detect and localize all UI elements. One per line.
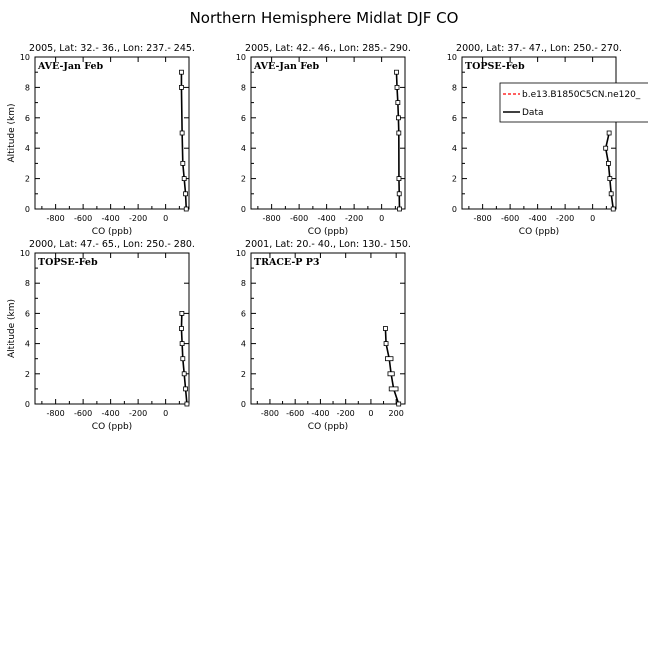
- y-tick-label: 2: [240, 369, 246, 379]
- data-error-box: [180, 131, 184, 135]
- panel-5: [236, 239, 411, 432]
- data-error-box: [184, 192, 188, 196]
- x-tick-label: -800: [46, 214, 65, 223]
- x-tick-label: 200: [388, 409, 404, 418]
- campaign-label: TRACE-P P3: [254, 257, 320, 268]
- legend-label: Data: [522, 108, 544, 118]
- y-tick-label: 6: [240, 113, 246, 123]
- panel-subtitle: 2000, Lat: 37.- 47., Lon: 250.- 270.: [456, 43, 622, 54]
- panel-subtitle: 2005, Lat: 32.- 36., Lon: 237.- 245.: [29, 43, 195, 54]
- x-tick-label: 0: [163, 409, 169, 418]
- y-tick-label: 4: [240, 339, 246, 349]
- plot-frame: [35, 253, 189, 404]
- data-error-box: [396, 116, 400, 120]
- data-error-box: [397, 131, 401, 135]
- data-error-box: [385, 357, 393, 361]
- x-tick-label: 0: [368, 409, 374, 418]
- y-tick-label: 6: [24, 309, 30, 319]
- x-tick-label: -600: [286, 409, 305, 418]
- data-error-box: [179, 327, 183, 331]
- x-tick-label: -800: [473, 214, 492, 223]
- x-axis-label: CO (ppb): [91, 422, 133, 432]
- campaign-label: TOPSE-Feb: [38, 257, 98, 268]
- plot-frame: [35, 57, 189, 209]
- x-tick-label: -600: [501, 214, 520, 223]
- x-tick-label: 0: [379, 214, 385, 223]
- x-tick-label: -200: [556, 214, 575, 223]
- y-tick-label: 0: [24, 205, 30, 214]
- campaign-label: TOPSE-Feb: [465, 61, 525, 72]
- data-error-box: [606, 161, 610, 165]
- x-tick-label: -400: [317, 214, 336, 223]
- data-line: [606, 133, 614, 209]
- y-tick-label: 2: [240, 174, 246, 184]
- x-tick-label: -200: [129, 409, 148, 418]
- panel-2: [236, 43, 411, 237]
- y-tick-label: 8: [240, 83, 246, 93]
- y-tick-label: 8: [451, 83, 457, 93]
- y-tick-label: 4: [24, 144, 30, 154]
- x-tick-label: -200: [129, 214, 148, 223]
- data-line: [396, 72, 399, 209]
- data-error-box: [181, 161, 185, 165]
- data-error-box: [609, 192, 613, 196]
- x-tick-label: 0: [590, 214, 596, 223]
- data-error-box: [611, 207, 615, 211]
- data-line: [181, 72, 186, 209]
- data-error-box: [397, 192, 401, 196]
- x-tick-label: -600: [290, 214, 309, 223]
- y-tick-label: 6: [24, 113, 30, 123]
- y-tick-label: 10: [19, 249, 30, 258]
- y-tick-label: 4: [240, 144, 246, 154]
- y-tick-label: 0: [451, 205, 457, 214]
- data-error-box: [184, 387, 188, 391]
- x-axis-label: CO (ppb): [307, 422, 349, 432]
- campaign-label: AVE-Jan Feb: [38, 61, 104, 72]
- y-tick-label: 10: [446, 53, 457, 62]
- y-tick-label: 6: [451, 113, 457, 123]
- y-tick-label: 2: [451, 174, 457, 184]
- data-line: [385, 329, 398, 405]
- x-tick-label: -600: [74, 214, 93, 223]
- panel-3: [447, 43, 648, 237]
- x-tick-label: -200: [345, 214, 364, 223]
- data-error-box: [608, 177, 612, 181]
- panels: [7, 43, 648, 432]
- y-tick-label: 2: [24, 174, 30, 184]
- data-error-box: [179, 70, 183, 74]
- data-error-box: [607, 131, 611, 135]
- x-axis-label: CO (ppb): [91, 227, 133, 237]
- data-error-box: [180, 311, 184, 315]
- data-error-box: [180, 342, 184, 346]
- y-axis-label: Altitude (km): [7, 103, 17, 163]
- y-tick-label: 2: [24, 369, 30, 379]
- data-error-box: [394, 70, 398, 74]
- x-tick-label: -200: [336, 409, 355, 418]
- panel-subtitle: 2001, Lat: 20.- 40., Lon: 130.- 150.: [245, 239, 411, 250]
- plot-frame: [462, 57, 616, 209]
- data-error-box: [179, 85, 183, 89]
- campaign-label: AVE-Jan Feb: [254, 61, 320, 72]
- y-tick-label: 10: [19, 53, 30, 62]
- figure-title: Northern Hemisphere Midlat DJF CO: [189, 9, 459, 27]
- data-error-box: [388, 372, 394, 376]
- plot-frame: [251, 57, 405, 209]
- data-error-box: [184, 207, 188, 211]
- data-error-box: [397, 177, 401, 181]
- data-error-box: [182, 372, 186, 376]
- y-tick-label: 4: [24, 339, 30, 349]
- x-tick-label: -800: [46, 409, 65, 418]
- x-tick-label: -800: [260, 409, 280, 418]
- x-tick-label: -400: [101, 409, 120, 418]
- x-axis-label: CO (ppb): [518, 227, 560, 237]
- y-tick-label: 6: [240, 309, 246, 319]
- data-error-box: [397, 402, 401, 406]
- data-error-box: [182, 177, 186, 181]
- x-axis-label: CO (ppb): [307, 227, 349, 237]
- data-error-box: [181, 357, 185, 361]
- y-tick-label: 10: [235, 249, 246, 258]
- y-tick-label: 0: [240, 205, 246, 214]
- y-axis-label: Altitude (km): [7, 298, 17, 359]
- y-tick-label: 8: [24, 279, 30, 289]
- x-tick-label: -600: [74, 409, 93, 418]
- x-tick-label: -400: [528, 214, 547, 223]
- y-tick-label: 10: [235, 53, 246, 62]
- legend-label: b.e13.B1850C5CN.ne120_: [522, 90, 641, 100]
- data-error-box: [396, 101, 400, 105]
- y-tick-label: 8: [240, 279, 246, 289]
- data-error-box: [398, 207, 402, 211]
- legend: [500, 83, 648, 122]
- y-tick-label: 0: [240, 400, 246, 409]
- x-tick-label: -400: [311, 409, 330, 418]
- panel-subtitle: 2005, Lat: 42.- 46., Lon: 285.- 290.: [245, 43, 411, 54]
- data-error-box: [384, 342, 388, 346]
- x-tick-label: 0: [163, 214, 169, 223]
- panel-subtitle: 2000, Lat: 47.- 65., Lon: 250.- 280.: [29, 239, 195, 250]
- plot-frame: [251, 253, 405, 404]
- x-tick-label: -400: [101, 214, 120, 223]
- data-error-box: [395, 85, 399, 89]
- y-tick-label: 0: [24, 400, 30, 409]
- y-tick-label: 8: [24, 83, 30, 93]
- panel-4: [7, 239, 195, 432]
- data-error-box: [389, 387, 398, 391]
- data-error-box: [383, 327, 387, 331]
- x-tick-label: -800: [262, 214, 281, 223]
- data-error-box: [604, 146, 608, 150]
- panel-1: [7, 43, 195, 237]
- data-error-box: [185, 402, 189, 406]
- y-tick-label: 4: [451, 144, 457, 154]
